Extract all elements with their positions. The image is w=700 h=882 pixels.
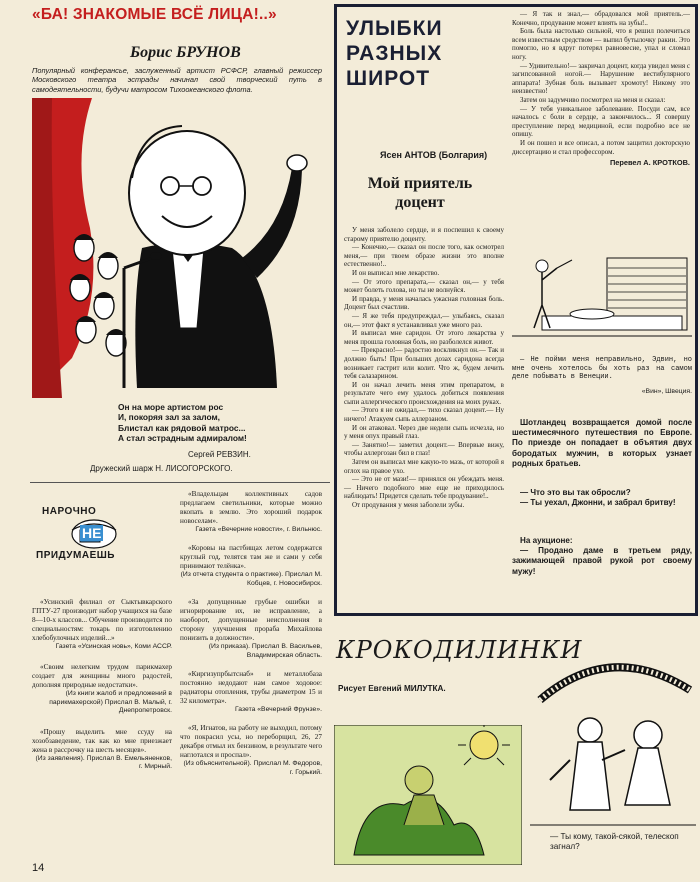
quote-source: Газета «Вечерние новости», г. Вильнюс. bbox=[195, 526, 322, 533]
quote-source: (Из книги жалоб и предложений в парикмахерской) Прислал В. Малый, г. Днепропетровск. bbox=[49, 690, 172, 715]
story-paragraph: У меня заболело сердце, и я поспешил к своему старому приятелю доценту. bbox=[344, 226, 504, 243]
translator: Перевел А. КРОТКОВ. bbox=[609, 158, 690, 168]
poem-line: Блистал как рядовой матрос... bbox=[118, 422, 246, 433]
sun-cartoon bbox=[334, 725, 522, 865]
quote-text: «Владельцам коллективных садов предлагаем светильники, которые можно вкопать в землю. Это хороший подарок новоселам». bbox=[180, 490, 322, 525]
narochno-column-left bbox=[32, 598, 172, 771]
story-paragraph: Боль была настолько сильной, что я решил полечиться всем известным средством — выпил бутылочку ракии. Это помогло, но я вдруг потерял равновесие, упал и сломал ногу. bbox=[512, 27, 690, 61]
telescope-caption: — Ты кому, такой-сякой, телескоп загнал? bbox=[550, 832, 679, 852]
story-paragraph: — От этого препарата,— сказал он,— у тебя может болеть голова, но ты не волнуйся. bbox=[344, 277, 504, 295]
quote-source: Газета «Вечерний Фрунзе». bbox=[234, 706, 322, 714]
caricature-credit: Дружеский шарж Н. ЛИСОГОРСКОГО. bbox=[90, 464, 233, 473]
story-author: Ясен АНТОВ (Болгария) bbox=[380, 150, 488, 160]
story-paragraph: И он атаковал. Через две недели сыпь исчезла, но у меня опух правый глаз. bbox=[344, 423, 504, 441]
cartoon-source: «Вин», Швеция. bbox=[641, 387, 692, 395]
poem-line: И, покоряя зал за залом, bbox=[118, 412, 220, 423]
quote-text: «Киргизупрбытснаб» и металлобаза постоянно недодают нам самое ходовое: радиаторы отопления, трубы диаметром 15 и 32 километра». bbox=[180, 670, 322, 706]
quote-source: (Из приказа). Прислал В. Васильев, Владимирская область. bbox=[208, 643, 322, 659]
page-number: 14 bbox=[32, 862, 45, 874]
auction-title: На аукционе: bbox=[520, 536, 573, 545]
caricature-illustration bbox=[32, 98, 328, 398]
story-paragraph: Затем он выписал мне какую-то мазь, от которой я оглох на правое ухо. bbox=[344, 458, 504, 475]
story-column-2 bbox=[512, 10, 690, 168]
story-paragraph: И правда, у меня началась ужасная головная боль. Доцент был счастлив. bbox=[344, 294, 504, 312]
divider bbox=[30, 482, 330, 483]
poem bbox=[118, 402, 328, 444]
quote-text: «Прошу выделить мне ссуду на хозобзаведение, так как ко мне приезжает жена в рассрочку на шесть месяцев». bbox=[32, 727, 172, 754]
story-paragraph: — У тебя уникальное заболевание. Посуди сам, все началось с боли в сердце, а закончилось... Я совершу преступление перед медициной, если подробно все не опишу. bbox=[512, 104, 690, 139]
story-paragraph: — Я так и знал,— обрадовался мой приятель.— Конечно, продувание может влиять на зубы!.. bbox=[512, 10, 690, 27]
quote-text: «Коровы на пастбищах летом содержатся круглый год, телятся там же и сами у себя принимают телёнка». bbox=[180, 544, 322, 571]
quote-source: (Из отчета студента о практике). Прислал М. Кобцев, г. Новосибирск. bbox=[180, 571, 322, 587]
quote-text: «Я, Игнатов, на работу не выходил, потому что покрасил усы, но переборщил, 26, 27 декабря отмыл их бензином, в результате чего наглотался и проспал». bbox=[180, 724, 322, 760]
story-paragraph: И он начал лечить меня этим препаратом, в результате чего ему удалось добиться появления сыпи аллергического происхождения на моих руках. bbox=[344, 380, 504, 406]
smiles-header-line: ШИРОТ bbox=[346, 67, 431, 90]
cartoon-caption: — Не пойми меня неправильно, Эдвин, но мне очень хотелось бы хоть раз на самом деле побывать в Венеции. bbox=[512, 356, 692, 382]
story-paragraph: — Прекрасно!— радостно воскликнул он.— Так и должно быть! При больших дозах саридона всегда возникает гастрит или колит. Что ж, будем лечить тебя салазарином. bbox=[344, 346, 504, 381]
quote-text: «Усинский филиал от Сыктывкарского ГПТУ-27 производит набор учащихся на базе 8—10-х классов... Обучение производится по специальностям: токарь по изготовлению хлебобулочных изделий...» bbox=[32, 598, 172, 642]
smiles-header-line: УЛЫБКИ bbox=[346, 17, 443, 40]
article-intro: Популярный конферансье, заслуженный артист РСФСР, главный режиссер Московского театра эстрады начинал свой творческий путь в самодеятельности, будучи матросом Тихоокеанского флота. bbox=[32, 66, 322, 94]
quote-source: (Из объяснительной). Прислал М. Федоров, г. Горький. bbox=[183, 760, 322, 776]
story-paragraph: И он пошел и все описал, а потом защитил докторскую диссертацию и стал профессором. bbox=[512, 138, 690, 156]
quote-source: (Из заявления). Прислал В. Емельяненков, г. Мирный. bbox=[35, 754, 172, 771]
telescope-cartoon bbox=[530, 640, 696, 840]
smiles-header-line: РАЗНЫХ bbox=[346, 42, 443, 65]
auction-text: — Продано даме в третьем ряду, зажимающей правой рукой рот своему мужу! bbox=[512, 546, 692, 576]
narochno-logo-line1: НАРОЧНО bbox=[42, 506, 97, 517]
story-column-1 bbox=[344, 226, 504, 510]
smiles-header bbox=[346, 16, 496, 116]
quote-text: «За допущенные грубые ошибки и игнорирование их, не исправление, а наоборот, допущенные неисполнения в сторону улучшения прораба Михайлова понизить в должности». bbox=[180, 598, 322, 643]
joke-text: Шотландец возвращается домой после шестимесячного путешествия по Европе. По приезде он попадает в объятия двух бородатых мужчин, в которых узнает родных братьев. bbox=[512, 418, 692, 468]
story-title: Мой приятель доцент bbox=[367, 175, 473, 211]
article-author: Борис БРУНОВ bbox=[130, 44, 241, 61]
joke-auction bbox=[512, 536, 692, 577]
story-paragraph: И он выписал мне лекарство. bbox=[352, 268, 440, 277]
story-paragraph: — Я же тебя предупреждал,— улыбаясь, сказал он,— этот факт я устанавливал уже много раз. bbox=[344, 311, 504, 329]
poet-name: Сергей РЕВЗИН. bbox=[188, 450, 251, 459]
venice-cartoon bbox=[512, 250, 692, 350]
quote-text: «Своим нелегким трудом парикмахер создает для женщины много радостей, дополняя природные недостатки». bbox=[32, 663, 172, 690]
narochno-logo-line2: ПРИДУМАЕШЬ bbox=[36, 550, 115, 561]
poem-line: Он на море артистом рос bbox=[118, 402, 224, 412]
story-paragraph: — Удивительно!— закричал доцент, когда увидел меня с загипсованной ногой.— Нарушение вестибулярного аппарата! Зубная боль вызывает хромоту! Никому это неизвестно! bbox=[512, 61, 690, 96]
krokodilinki-title: КРОКОДИЛИНКИ bbox=[336, 636, 583, 664]
dialog-line: — Что это вы так обросли? bbox=[520, 488, 631, 497]
story-paragraph: — Конечно,— сказал он после того, как осмотрел меня,— при твоем образе жизни это вполне естественно!.. bbox=[344, 243, 504, 269]
story-paragraph: И выписал мне саридон. От этого лекарства у меня прошла головная боль, но разболелся живот. bbox=[344, 329, 504, 346]
joke-dialog bbox=[512, 488, 692, 508]
story-paragraph: — Занятно!— заметил доцент.— Впервые вижу, чтобы аллергозан бил в глаз! bbox=[344, 440, 504, 458]
venice-caption bbox=[512, 356, 692, 396]
poem-line: А стал эстрадным адмиралом! bbox=[118, 433, 247, 444]
krokodilinki-credit: Рисует Евгений МИЛУТКА. bbox=[338, 684, 446, 693]
narochno-logo-ne: НЕ bbox=[82, 525, 102, 541]
quote-source: Газета «Усинская новь», Коми АССР. bbox=[55, 643, 172, 650]
section-title: «БА! ЗНАКОМЫЕ ВСЁ ЛИЦА!..» bbox=[32, 6, 277, 23]
story-paragraph: Затем он задумчиво посмотрел на меня и сказал: bbox=[520, 95, 666, 104]
story-paragraph: — Этого я не ожидал,— тихо сказал доцент.— Ну ничего! Атакуем сыпь аллерзаном. bbox=[344, 406, 504, 424]
joke-shotland bbox=[512, 418, 692, 469]
story-paragraph: — Это не от мази!— принялся он убеждать меня.— Ничего подобного мне еще не приходилось наблюдать! Придется сделать тебе продувание!.. bbox=[344, 475, 504, 501]
narochno-column-right bbox=[180, 490, 322, 777]
dialog-line: — Ты уехал, Джонни, и забрал бритву! bbox=[520, 498, 676, 508]
story-paragraph: От продувания у меня заболели зубы. bbox=[352, 501, 465, 509]
